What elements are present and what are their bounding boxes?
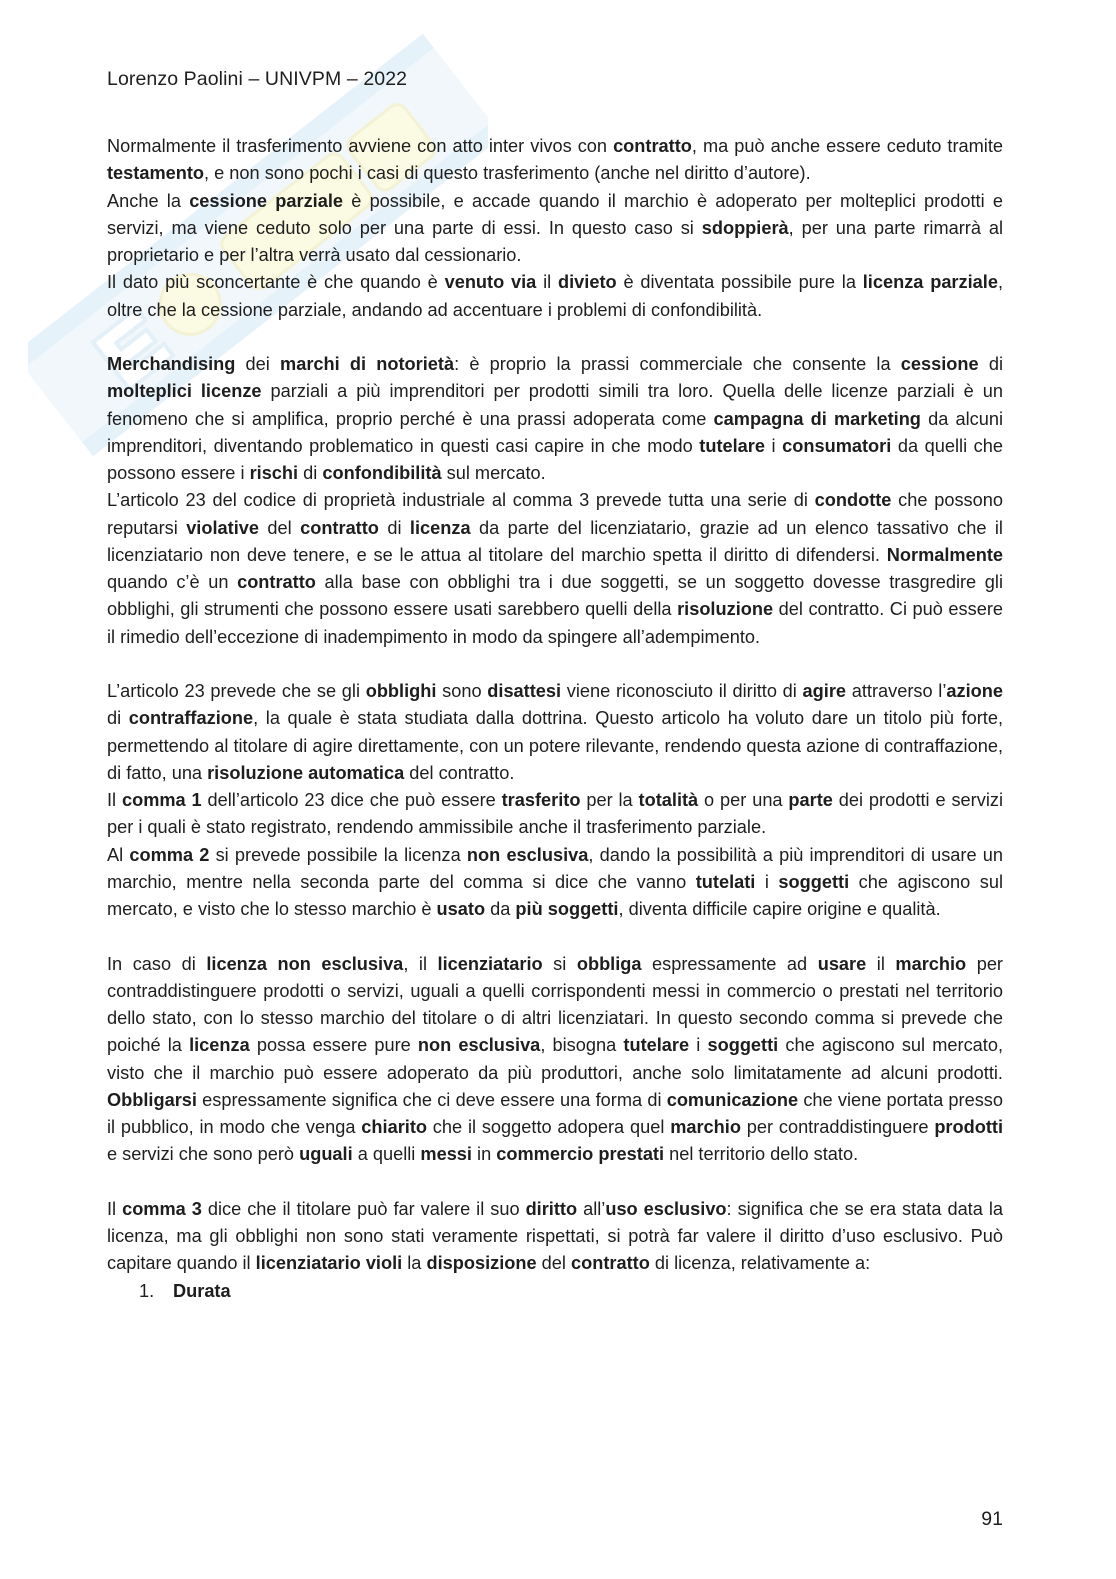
paragraph-gap xyxy=(107,651,1003,678)
bold-term: prodotti xyxy=(934,1117,1003,1137)
paragraph xyxy=(107,951,1003,1169)
bold-term: Obbligarsi xyxy=(107,1089,197,1110)
text-run: che agiscono sul mercato, visto che il marchio può essere adoperato da più produttori, anche solo limitatamente ad alcuni prodotti. xyxy=(107,1035,1003,1083)
text-run: che viene portata presso il pubblico, in modo che venga xyxy=(107,1089,1003,1137)
text-run: che agiscono sul mercato, e visto che lo stesso marchio è xyxy=(107,871,1004,919)
bold-term: tutelati xyxy=(695,871,756,892)
text-run: viene riconosciuto il diritto di xyxy=(561,681,803,701)
text-run: di xyxy=(298,463,323,483)
text-run: a quelli xyxy=(352,1144,421,1165)
bold-term: violative xyxy=(186,517,259,538)
paragraph xyxy=(107,842,1003,924)
paragraph-gap xyxy=(107,324,1003,351)
paragraph xyxy=(107,269,1003,324)
bold-term: licenziatario xyxy=(437,953,543,974)
text-run: nel territorio dello stato. xyxy=(664,1144,859,1165)
text-run: i xyxy=(689,1035,708,1056)
text-run: , oltre che la cessione parziale, andando ad accentuare i problemi di confondibilità. xyxy=(107,272,1004,320)
text-run: alla base con obblighi tra i due soggetti, se un soggetto dovesse trasgredire gli obblighi, gli strumenti che possono essere usati sarebbero quelli della xyxy=(107,572,1003,620)
bold-term: totalità xyxy=(638,790,699,810)
text-run: il xyxy=(536,272,559,293)
bold-term: Normalmente xyxy=(886,544,1003,565)
bold-term: condotte xyxy=(814,490,892,511)
text-run: parziali a più imprenditori per prodotti simili tra loro. Quella delle licenze parziali è un fenomeno che si amplifica, proprio perché è una prassi adoperata come xyxy=(107,381,1003,429)
text-run: è diventata possibile pure la xyxy=(616,272,863,293)
paragraph xyxy=(107,787,1003,842)
text-run: sono xyxy=(436,681,488,701)
bold-term: rischi xyxy=(249,463,299,483)
text-run: la xyxy=(402,1253,427,1274)
text-run: da alcuni imprenditori, diventando problematico in questi casi capire in che modo xyxy=(107,408,1003,456)
text-run: per contraddistinguere xyxy=(740,1117,935,1137)
bold-term: trasferito xyxy=(501,790,581,810)
text-run: da xyxy=(485,899,516,919)
bold-term: marchio xyxy=(670,1117,741,1137)
text-run: , il xyxy=(403,953,438,974)
bold-term: molteplici licenze xyxy=(107,381,262,402)
numbered-list xyxy=(107,1278,1003,1305)
bold-term: soggetti xyxy=(707,1035,779,1056)
text-run: il xyxy=(866,953,896,974)
text-run: per la xyxy=(580,790,639,810)
text-run: o per una xyxy=(698,790,789,810)
text-run: sul mercato. xyxy=(441,463,546,483)
text-run: attraverso l’ xyxy=(846,681,947,701)
paragraph-gap xyxy=(107,1169,1003,1196)
bold-term: cessione xyxy=(900,354,979,374)
paragraph xyxy=(107,188,1003,270)
text-run: del xyxy=(536,1253,572,1274)
paragraph xyxy=(107,351,1003,487)
text-run: di licenza, relativamente a: xyxy=(649,1253,871,1274)
bold-term: chiarito xyxy=(361,1117,427,1137)
bold-term: soggetti xyxy=(778,871,850,892)
bold-term: parte xyxy=(788,790,833,810)
text-run: i xyxy=(755,871,779,892)
bold-term: licenziatario violi xyxy=(255,1253,403,1274)
text-run: : è proprio la prassi commerciale che consente la xyxy=(454,354,901,374)
bold-term: contratto xyxy=(613,136,692,156)
bold-term: licenza parziale xyxy=(862,272,998,293)
text-run: che possono reputarsi xyxy=(107,490,1003,538)
text-run: da parte del licenziatario, grazie ad un elenco tassativo che il licenziatario non deve tenere, e se le attua al titolare del marchio spetta il diritto di difendersi. xyxy=(107,517,1003,565)
bold-term: disattesi xyxy=(487,681,562,701)
bold-term: comma 2 xyxy=(129,844,210,865)
bold-term: contratto xyxy=(300,517,379,538)
text-run: espressamente ad xyxy=(641,953,818,974)
bold-term: marchi di notorietà xyxy=(280,354,455,374)
bold-term: tutelare xyxy=(623,1035,690,1056)
text-run: di xyxy=(107,708,129,729)
paragraph xyxy=(107,487,1003,651)
text-run: : significa che se era stata data la licenza, ma gli obblighi non sono stati veramente rispettati, si potrà far valere il diritto d’uso esclusivo. Può capitare quando il xyxy=(107,1198,1003,1274)
text-run: , diventa difficile capire origine e qualità. xyxy=(618,899,941,919)
bold-term: consumatori xyxy=(782,435,892,456)
text-run: per contraddistinguere prodotti o servizi, uguali a quelli corrispondenti messi in commercio o prestati nel territorio dello stato, con lo stesso marchio del titolare o di altri licenziatari. In questo secondo comma si prevede che poiché la xyxy=(107,953,1003,1056)
bold-term: sdoppierà xyxy=(701,217,789,238)
text-run: dell’articolo 23 dice che può essere xyxy=(201,790,502,810)
text-run: , dando la possibilità a più imprenditori di usare un marchio, mentre nella seconda parte del comma si dice che vanno xyxy=(107,844,1004,892)
text-run: , per una parte rimarrà al proprietario e per l’altra verrà usato dal cessionario. xyxy=(107,217,1003,265)
bold-term: contratto xyxy=(237,572,316,592)
text-run: possa essere pure xyxy=(249,1035,418,1056)
bold-term: divieto xyxy=(558,272,617,293)
text-run: Il dato più sconcertante è che quando è xyxy=(107,272,445,293)
text-run: In caso di xyxy=(107,953,207,974)
bold-term: uso esclusivo xyxy=(605,1198,727,1219)
bold-term: Merchandising xyxy=(107,354,236,374)
bold-term: non esclusiva xyxy=(466,844,589,865)
text-run: da quelli che possono essere i xyxy=(107,435,1003,483)
bold-term: azione xyxy=(946,681,1003,701)
text-run: si xyxy=(542,953,577,974)
bold-term: risoluzione xyxy=(677,599,774,620)
bold-term: commercio prestati xyxy=(496,1144,665,1165)
bold-term: usato xyxy=(436,899,486,919)
bold-term: uguali xyxy=(299,1144,353,1165)
list-item xyxy=(107,1278,1003,1305)
text-run: Al xyxy=(107,844,130,865)
text-run: è possibile, e accade quando il marchio è adoperato per molteplici prodotti e servizi, ma viene ceduto solo per una parte di essi. In questo caso si xyxy=(107,190,1003,238)
bold-term: contraffazione xyxy=(128,708,254,729)
text-run: i xyxy=(764,435,783,456)
text-run: all’ xyxy=(577,1198,606,1219)
paragraph xyxy=(107,678,1003,787)
bold-term: contratto xyxy=(571,1253,650,1274)
text-run: dei xyxy=(235,354,281,374)
text-run: in xyxy=(471,1144,497,1165)
text-run: del xyxy=(258,517,301,538)
bold-term: agire xyxy=(802,681,847,701)
paragraph-gap xyxy=(107,923,1003,950)
page-number: 91 xyxy=(981,1508,1003,1530)
bold-term: più soggetti xyxy=(515,899,619,919)
bold-term: marchio xyxy=(895,953,967,974)
text-run: L’articolo 23 prevede che se gli xyxy=(107,681,366,701)
text-run: , la quale è stata studiata dalla dottrina. Questo articolo ha voluto dare un titolo più forte, permettendo al titolare di agire direttamente, con un potere rilevante, rendendo questa azione di contraffazione, di fatto, una xyxy=(107,708,1003,783)
bold-term: tutelare xyxy=(699,435,765,456)
bold-term: comma 3 xyxy=(122,1198,202,1219)
text-run: e servizi che sono però xyxy=(107,1144,300,1165)
bold-term: venuto via xyxy=(444,272,537,293)
bold-term: diritto xyxy=(525,1198,578,1219)
bold-term: disposizione xyxy=(426,1253,537,1274)
bold-term: risoluzione automatica xyxy=(207,762,405,783)
text-run: , bisogna xyxy=(540,1035,624,1056)
text-run: Il xyxy=(107,1198,123,1219)
bold-term: campagna di marketing xyxy=(713,408,921,429)
bold-term: comunicazione xyxy=(666,1089,799,1110)
text-run: , e non sono pochi i casi di questo trasferimento (anche nel diritto d’autore). xyxy=(204,163,811,184)
page-header: Lorenzo Paolini – UNIVPM – 2022 xyxy=(107,68,408,90)
text-run: quando c’è un xyxy=(107,572,238,592)
text-run: espressamente significa che ci deve essere una forma di xyxy=(196,1089,667,1110)
bold-term: testamento xyxy=(107,163,205,184)
text-run: Anche la xyxy=(107,190,190,211)
text-run: , ma può anche essere ceduto tramite xyxy=(691,136,1003,156)
bold-term: usare xyxy=(817,953,867,974)
paragraph xyxy=(107,1196,1003,1278)
text-run: L’articolo 23 del codice di proprietà industriale al comma 3 prevede tutta una serie di xyxy=(107,490,815,511)
bold-term: obblighi xyxy=(365,681,437,701)
text-run: del contratto. xyxy=(404,762,515,783)
paragraph xyxy=(107,133,1003,188)
bold-term: confondibilità xyxy=(322,463,442,483)
bold-term: obbliga xyxy=(576,953,642,974)
text-run: Normalmente il trasferimento avviene con atto inter vivos con xyxy=(107,136,614,156)
bold-term: non esclusiva xyxy=(417,1035,541,1056)
list-item-text: Durata xyxy=(173,1280,231,1301)
text-run: che il soggetto adopera quel xyxy=(427,1117,671,1137)
text-run: di xyxy=(978,354,1003,374)
text-run: si prevede possibile la licenza xyxy=(209,844,467,865)
text-run: di xyxy=(378,517,410,538)
bold-term: licenza non esclusiva xyxy=(206,953,404,974)
bold-term: comma 1 xyxy=(121,790,202,810)
list-item-number: 1. xyxy=(139,1280,155,1301)
bold-term: licenza xyxy=(409,517,471,538)
text-run: dice che il titolare può far valere il suo xyxy=(201,1198,526,1219)
text-run: Il xyxy=(107,790,122,810)
bold-term: licenza xyxy=(189,1035,250,1056)
bold-term: cessione parziale xyxy=(189,190,343,211)
text-run: del contratto. Ci può essere il rimedio dell’eccezione di inadempimento in modo da spingere all’adempimento. xyxy=(107,599,1004,647)
bold-term: messi xyxy=(420,1144,472,1165)
text-run: dei prodotti e servizi per i quali è stato registrato, rendendo ammissibile anche il trasferimento parziale. xyxy=(107,790,1003,838)
body-text xyxy=(107,133,1003,1305)
